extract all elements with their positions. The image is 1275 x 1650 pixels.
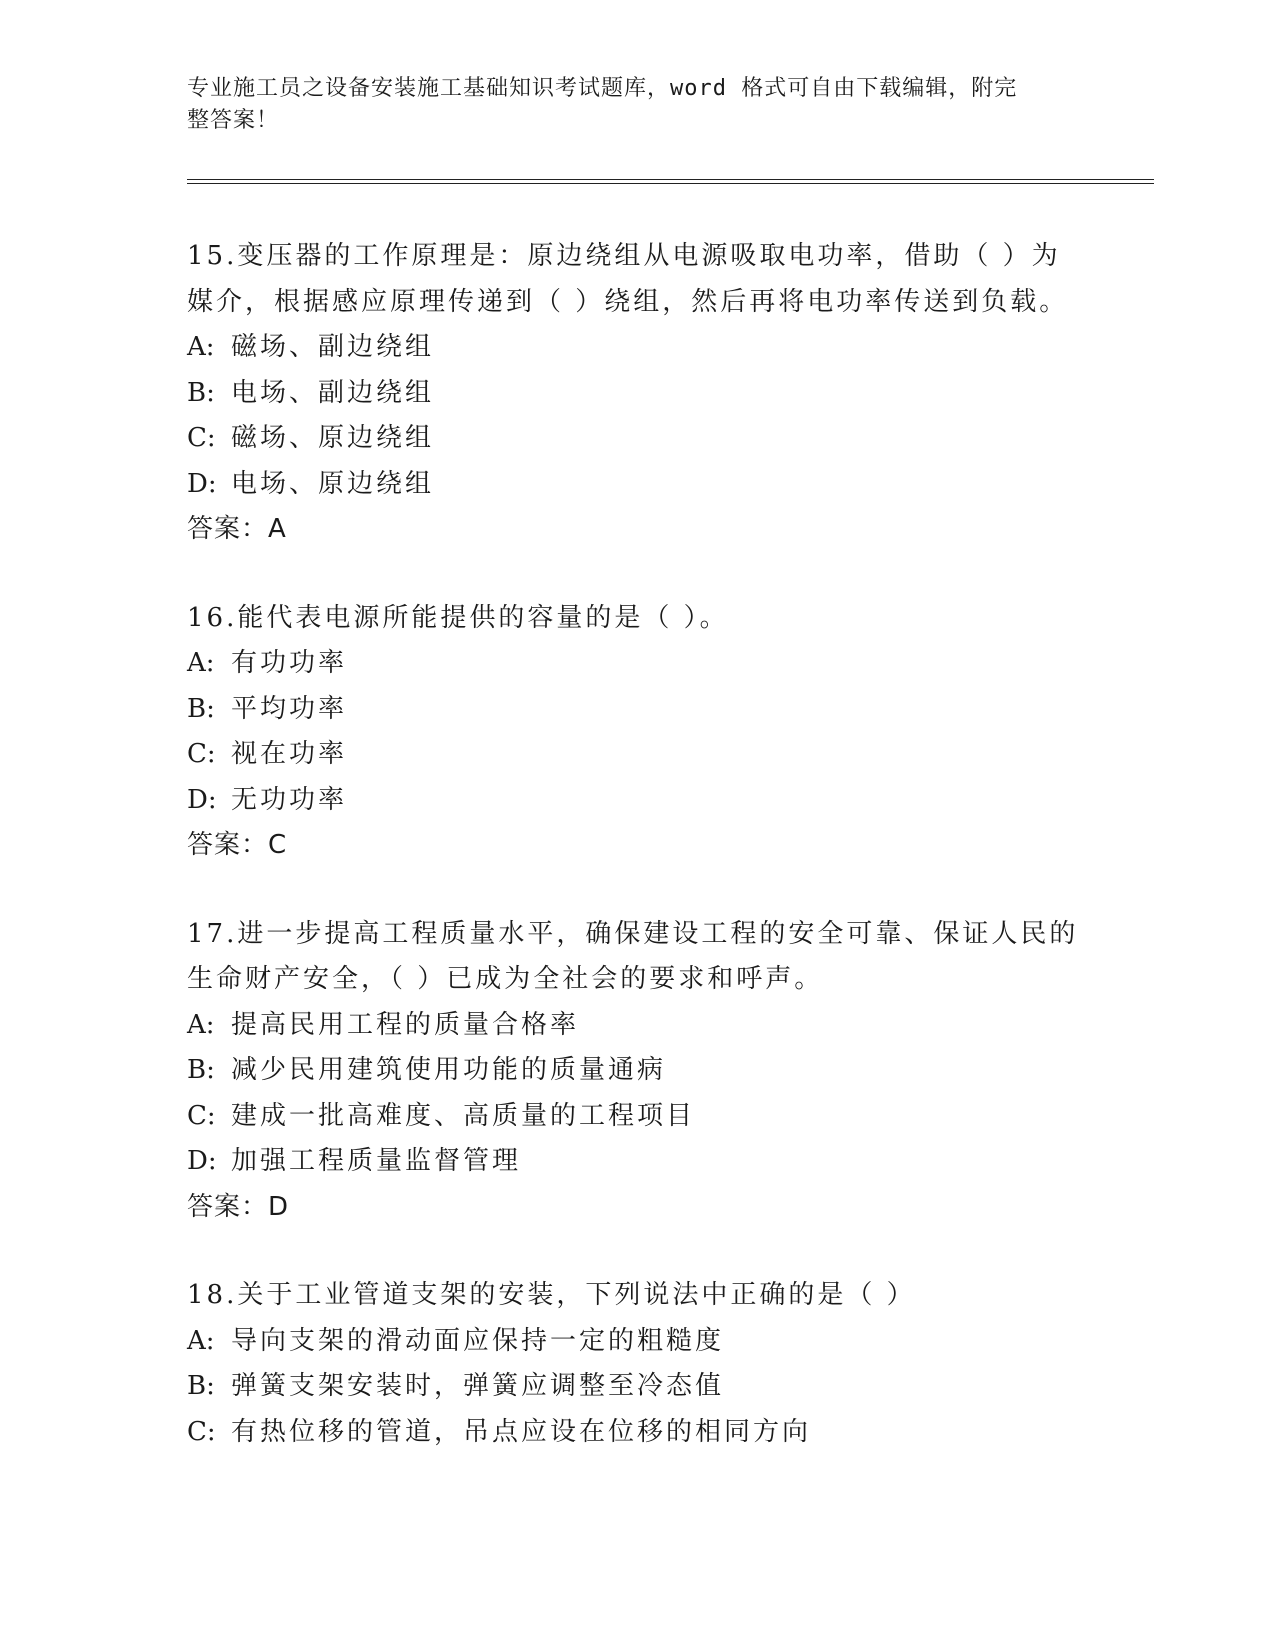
question-stem-line: 16.能代表电源所能提供的容量的是（ ）。	[187, 602, 729, 633]
option-key: D:	[187, 1146, 217, 1176]
question-stem-line: 18.关于工业管道支架的安装，下列说法中正确的是（ ）	[187, 1280, 916, 1310]
option-key: D:	[187, 784, 217, 815]
question-18	[187, 1273, 1087, 1455]
option-text: 平均功率	[231, 693, 348, 724]
option-key: B:	[187, 693, 215, 724]
option-key: C:	[187, 1100, 216, 1131]
option-c	[187, 1094, 1087, 1140]
option-key: C:	[187, 423, 216, 453]
option-b	[187, 687, 1087, 733]
question-stem-line: 媒介，根据感应原理传递到（ ）绕组，然后再将电功率传送到负载。	[187, 286, 1069, 317]
option-b	[187, 371, 1087, 417]
option-c	[187, 416, 1087, 462]
option-c	[187, 1410, 1087, 1456]
option-d	[187, 778, 1087, 824]
option-text: 提高民用工程的质量合格率	[231, 1009, 580, 1040]
option-key: A:	[187, 648, 215, 678]
option-b	[187, 1048, 1087, 1094]
option-key: A:	[187, 1325, 215, 1356]
option-text: 无功功率	[231, 784, 348, 815]
option-key: B:	[187, 1371, 215, 1401]
option-key: B:	[187, 1055, 215, 1085]
option-text: 磁场、原边绕组	[231, 423, 435, 453]
answer-label: 答案：A	[187, 514, 287, 544]
header-divider-top	[187, 179, 1154, 180]
header-line-2: 整答案！	[187, 108, 280, 133]
option-text: 有功功率	[231, 648, 348, 678]
option-text: 电场、副边绕组	[231, 377, 435, 408]
option-text: 建成一批高难度、高质量的工程项目	[231, 1100, 696, 1131]
option-c	[187, 732, 1087, 778]
option-b	[187, 1364, 1087, 1410]
option-text: 电场、原边绕组	[231, 468, 435, 499]
option-key: C:	[187, 1416, 216, 1447]
question-list	[187, 234, 1087, 1498]
option-key: B:	[187, 377, 215, 408]
option-a	[187, 325, 1087, 371]
option-d	[187, 1139, 1087, 1185]
option-a	[187, 1003, 1087, 1049]
option-a	[187, 1319, 1087, 1365]
question-16	[187, 596, 1087, 869]
answer-label: 答案：D	[187, 1191, 290, 1222]
document-header	[187, 73, 1067, 137]
header-divider-bottom	[187, 183, 1154, 184]
option-text: 减少民用建筑使用功能的质量通病	[231, 1055, 667, 1085]
question-17	[187, 912, 1087, 1231]
option-key: D:	[187, 468, 217, 499]
question-stem-line: 15.变压器的工作原理是：原边绕组从电源吸取电功率，借助（ ）为	[187, 241, 1061, 271]
option-text: 磁场、副边绕组	[231, 332, 435, 362]
question-15	[187, 234, 1087, 553]
answer-label: 答案：C	[187, 830, 288, 860]
header-line-1: 专业施工员之设备安装施工基础知识考试题库，word 格式可自由下载编辑，附完	[187, 76, 1018, 101]
question-stem-line: 17.进一步提高工程质量水平，确保建设工程的安全可靠、保证人民的	[187, 918, 1079, 949]
option-text: 加强工程质量监督管理	[231, 1146, 522, 1176]
option-text: 视在功率	[231, 739, 348, 769]
option-a	[187, 641, 1087, 687]
question-stem-line: 生命财产安全，（ ）已成为全社会的要求和呼声。	[187, 964, 824, 994]
option-text: 有热位移的管道，吊点应设在位移的相同方向	[231, 1416, 812, 1447]
option-text: 导向支架的滑动面应保持一定的粗糙度	[231, 1325, 725, 1356]
option-key: A:	[187, 1009, 215, 1040]
option-text: 弹簧支架安装时，弹簧应调整至冷态值	[231, 1371, 725, 1401]
option-key: C:	[187, 739, 216, 769]
option-d	[187, 462, 1087, 508]
option-key: A:	[187, 332, 215, 362]
